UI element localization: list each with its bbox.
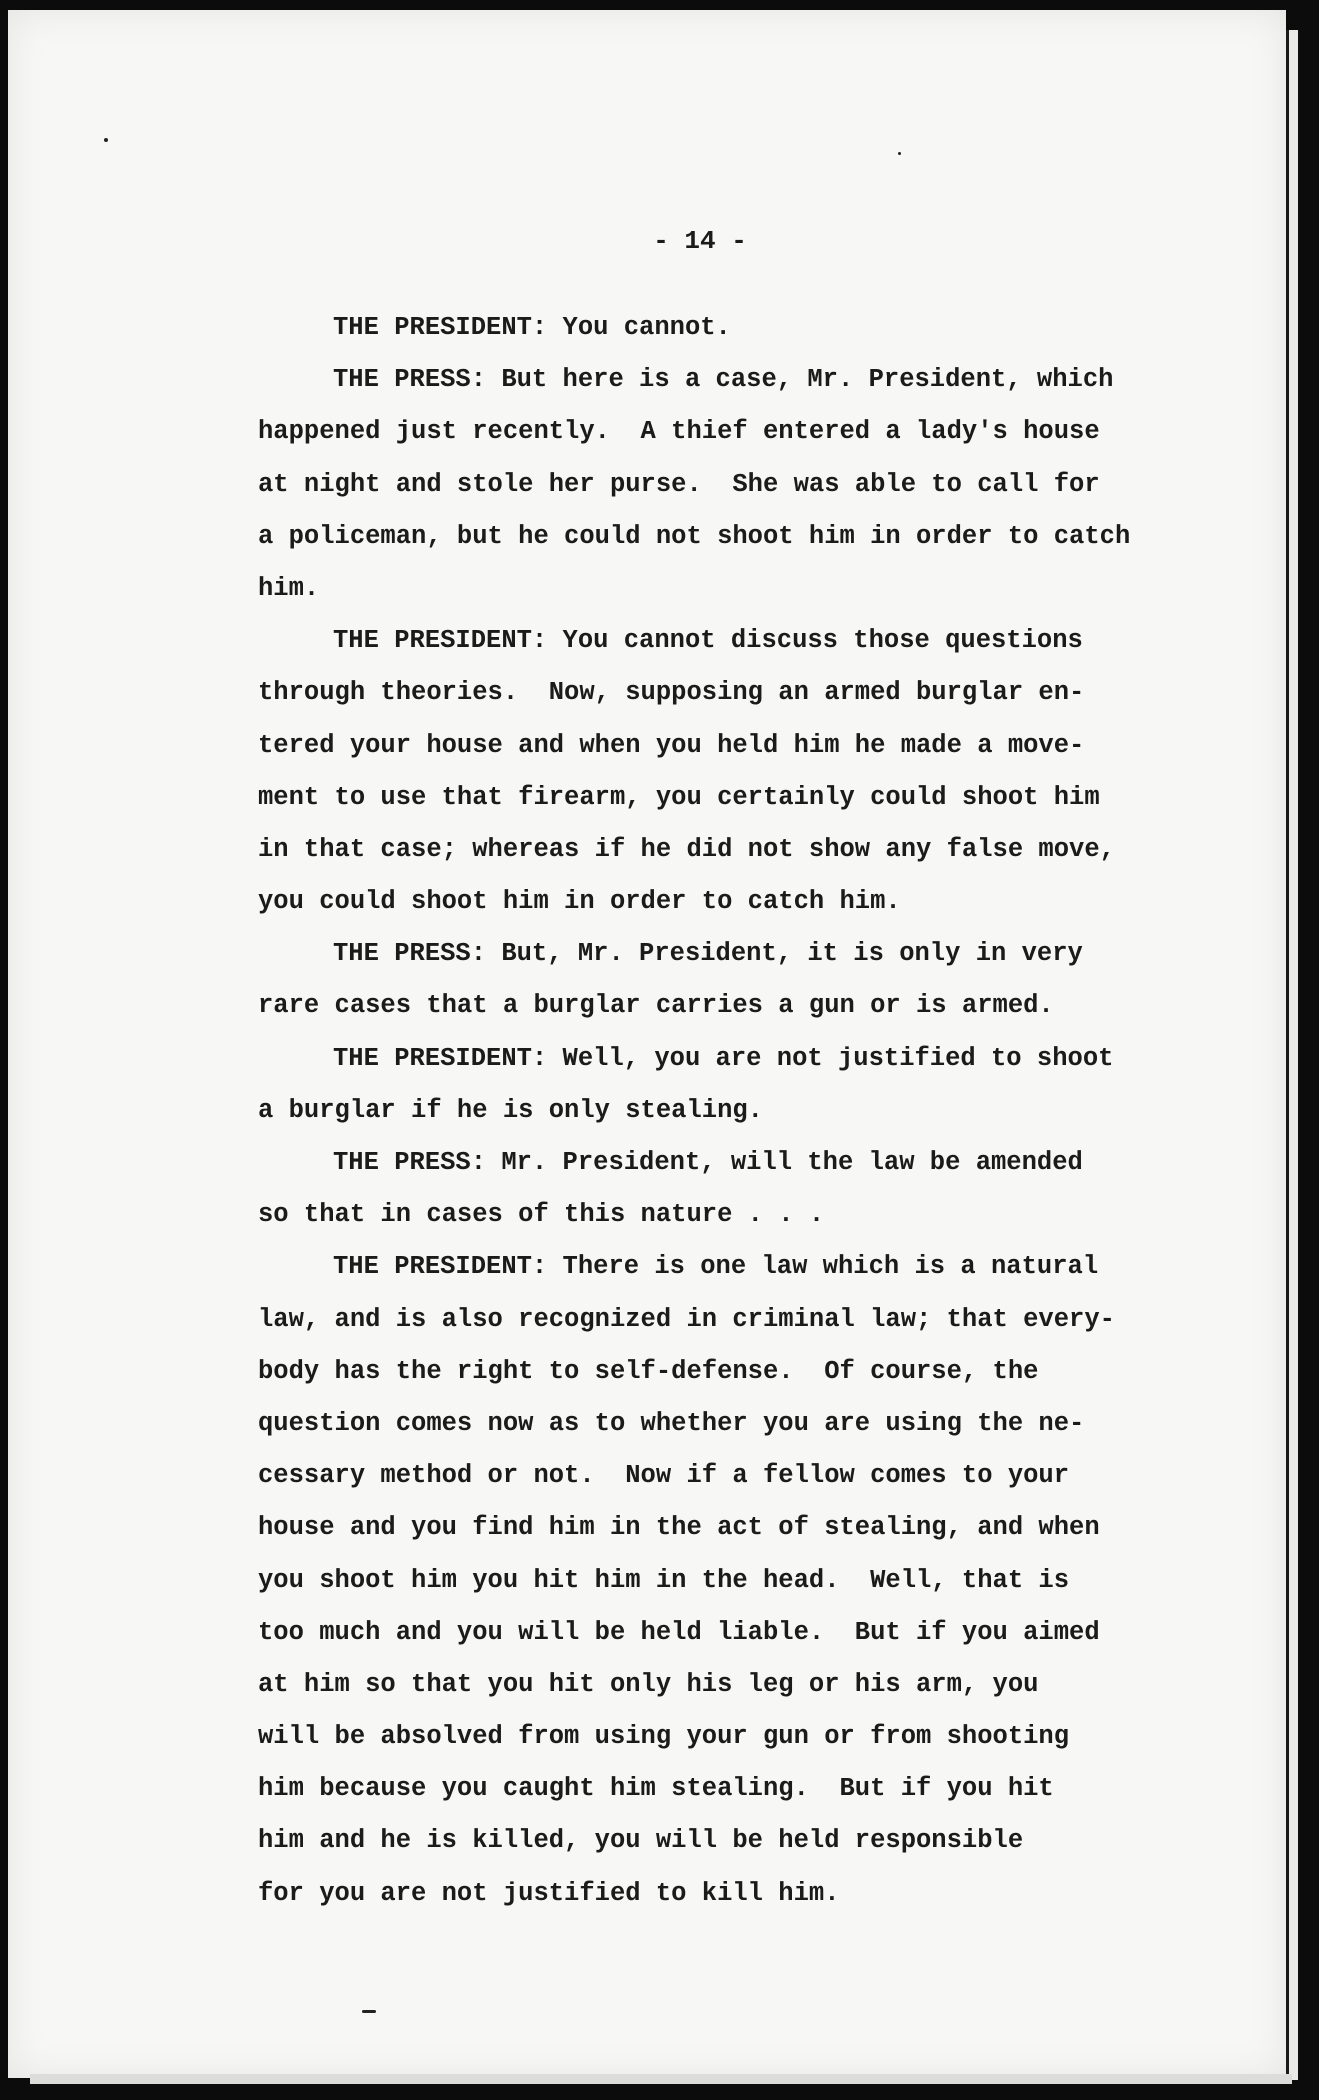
text-line: in that case; whereas if he did not show any false move, bbox=[258, 834, 1115, 864]
text-line: THE PRESS: Mr. President, will the law be amended bbox=[333, 1148, 1083, 1177]
text-line: through theories. Now, supposing an armed burglar en- bbox=[258, 678, 1085, 708]
transcript-body bbox=[258, 302, 1178, 1920]
text-line: question comes now as to whether you are using the ne- bbox=[258, 1408, 1085, 1438]
scan-speck bbox=[362, 2010, 376, 2013]
text-line: will be absolved from using your gun or from shooting bbox=[258, 1722, 1070, 1752]
text-line: him because you caught him stealing. But if you hit bbox=[258, 1774, 1054, 1804]
page-edge-bottom bbox=[30, 2074, 1292, 2084]
page-edge-right bbox=[1286, 30, 1298, 2080]
scan-speck bbox=[104, 138, 108, 142]
text-line: rare cases that a burglar carries a gun or is armed. bbox=[258, 991, 1054, 1021]
text-line: THE PRESIDENT: There is one law which is a natural bbox=[333, 1252, 1099, 1282]
text-line: at night and stole her purse. She was able to call for bbox=[258, 469, 1100, 499]
text-line: at him so that you hit only his leg or his arm, you bbox=[258, 1669, 1039, 1699]
text-line: you shoot him you hit him in the head. Well, that is bbox=[258, 1565, 1070, 1595]
text-line: THE PRESS: But here is a case, Mr. President, which bbox=[333, 365, 1114, 395]
text-line: you could shoot him in order to catch him. bbox=[258, 887, 901, 917]
text-line: happened just recently. A thief entered a lady's house bbox=[258, 417, 1100, 447]
text-line: THE PRESIDENT: You cannot. bbox=[333, 313, 731, 342]
scan-speck bbox=[898, 152, 901, 155]
text-line: tered your house and when you held him he made a move- bbox=[258, 730, 1085, 760]
text-line: THE PRESIDENT: Well, you are not justified to shoot bbox=[333, 1043, 1114, 1073]
text-line: him and he is killed, you will be held responsible bbox=[258, 1826, 1024, 1856]
text-line: ment to use that firearm, you certainly could shoot him bbox=[258, 782, 1100, 812]
page-number: - 14 - bbox=[653, 226, 747, 256]
text-line: a policeman, but he could not shoot him in order to catch bbox=[258, 521, 1131, 551]
text-line: him. bbox=[258, 573, 320, 603]
text-line: so that in cases of this nature . . . bbox=[258, 1200, 825, 1230]
text-line: a burglar if he is only stealing. bbox=[258, 1095, 763, 1125]
text-line: cessary method or not. Now if a fellow comes to your bbox=[258, 1461, 1070, 1491]
text-line: law, and is also recognized in criminal law; that every- bbox=[258, 1304, 1115, 1334]
text-line: body has the right to self-defense. Of course, the bbox=[258, 1356, 1039, 1386]
text-line: THE PRESS: But, Mr. President, it is only in very bbox=[333, 939, 1083, 969]
text-line: house and you find him in the act of stealing, and when bbox=[258, 1513, 1100, 1543]
text-line: too much and you will be held liable. But if you aimed bbox=[258, 1617, 1100, 1647]
text-line: THE PRESIDENT: You cannot discuss those questions bbox=[333, 626, 1083, 656]
text-line: for you are not justified to kill him. bbox=[258, 1878, 840, 1908]
